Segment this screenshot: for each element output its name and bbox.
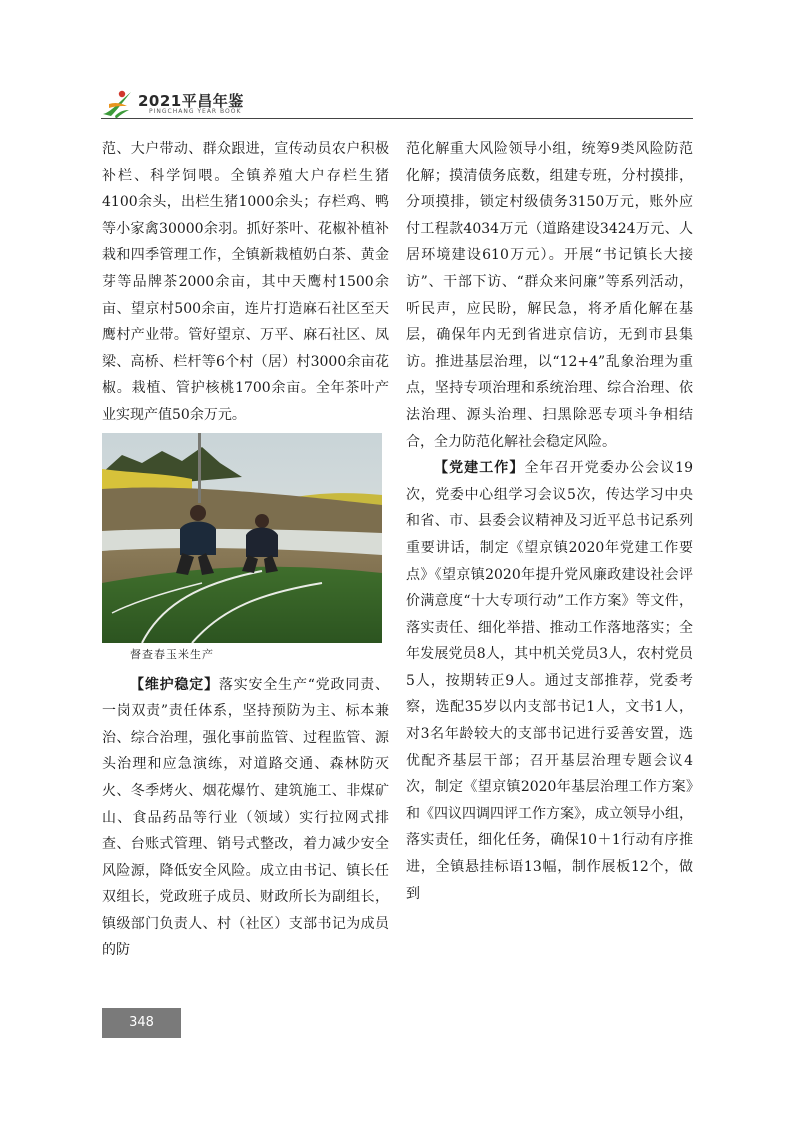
left-column: [102, 136, 389, 964]
yearbook-subtitle: PINGCHANG YEAR BOOK: [149, 108, 242, 115]
party-building-text: 全年召开党委办公会议19次，党委中心组学习会议5次，传达学习中央和省、市、县委会议精神及习近平总书记系列重要讲话，制定《望京镇2020年党建工作要点》《望京镇2020年提升党风廉政建设社会评价满意度“十大专项行动”工作方案》等文件，落实责任、细化举措、推动工作落地落实；全年发展党员8人，其中机关党员3人，农村党员5人，按期转正9人。通过支部推荐，党委考察，选配35岁以内支部书记1人，文书1人，对3名年龄较大的支部书记进行妥善安置，选优配齐基层干部；召开基层治理专题会议4次，制定《望京镇2020年基层治理工作方案》和《四议四调四评工作方案》，成立领导小组，落实责任，细化任务，确保10＋1行动有序推进，全镇悬挂标语13幅，制作展板12个，做到: [406, 460, 693, 902]
page-number-box: [102, 1008, 181, 1038]
field-inspection-photo: [102, 433, 382, 643]
page-number: 348: [129, 1015, 154, 1030]
party-building-heading: 【党建工作】: [434, 460, 525, 477]
yearbook-title: 2021平昌年鉴: [138, 92, 244, 110]
agriculture-paragraph: 范、大户带动、群众跟进，宣传动员农户积极补栏、科学饲喂。全镇养殖大户存栏生猪4100余头，出栏生猪1000余头；存栏鸡、鸭等小家禽30000余羽。抓好茶叶、花椒补植补栽和四季管理工作，全镇新栽植奶白茶、黄金芽等品牌茶2000余亩，其中天鹰村1500余亩、望京村500余亩，连片打造麻石社区至天鹰村产业带。管好望京、万平、麻石社区、凤梁、高桥、栏杆等6个村（居）村3000余亩花椒。栽植、管护核桃1700余亩。全年茶叶产业实现产值50余万元。: [102, 141, 389, 423]
yearbook-logo-icon: [101, 86, 141, 120]
stability-paragraph: [102, 672, 389, 965]
field-inspection-image: [102, 433, 382, 643]
stability-text: 落实安全生产“党政同责、一岗双责”责任体系，坚持预防为主、标本兼治、综合治理，强化事前监管、过程监管、源头治理和应急演练，对道路交通、森林防灭火、冬季烤火、烟花爆竹、建筑施工、非煤矿山、食品药品等行业（领域）实行拉网式排查、台账式管理、销号式整改，着力减少安全风险源，降低安全风险。成立由书记、镇长任双组长，党政班子成员、财政所长为副组长，镇级部门负责人、村（社区）支部书记为成员的防: [102, 676, 389, 959]
risk-paragraph: 范化解重大风险领导小组，统筹9类风险防范化解；摸清债务底数，组建专班，分村摸排，分项摸排，锁定村级债务3150万元，账外应付工程款4034万元（道路建设3424万元、人居环境建设610万元）。开展“书记镇长大接访”、干部下访、“群众来问廉”等系列活动，听民声，应民盼，解民急，将矛盾化解在基层，确保年内无到省进京信访，无到市县集访。推进基层治理，以“12+4”乱象治理为重点，坚持专项治理和系统治理、综合治理、依法治理、源头治理、扫黑除恶专项斗争相结合，全力防范化解社会稳定风险。: [406, 141, 693, 450]
photo-caption: 督查春玉米生产: [130, 647, 214, 661]
page-header: [101, 86, 693, 122]
header-divider: [101, 118, 693, 119]
party-building-paragraph: [406, 455, 693, 907]
stability-heading: 【维护稳定】: [130, 676, 219, 693]
right-column: [406, 136, 693, 907]
